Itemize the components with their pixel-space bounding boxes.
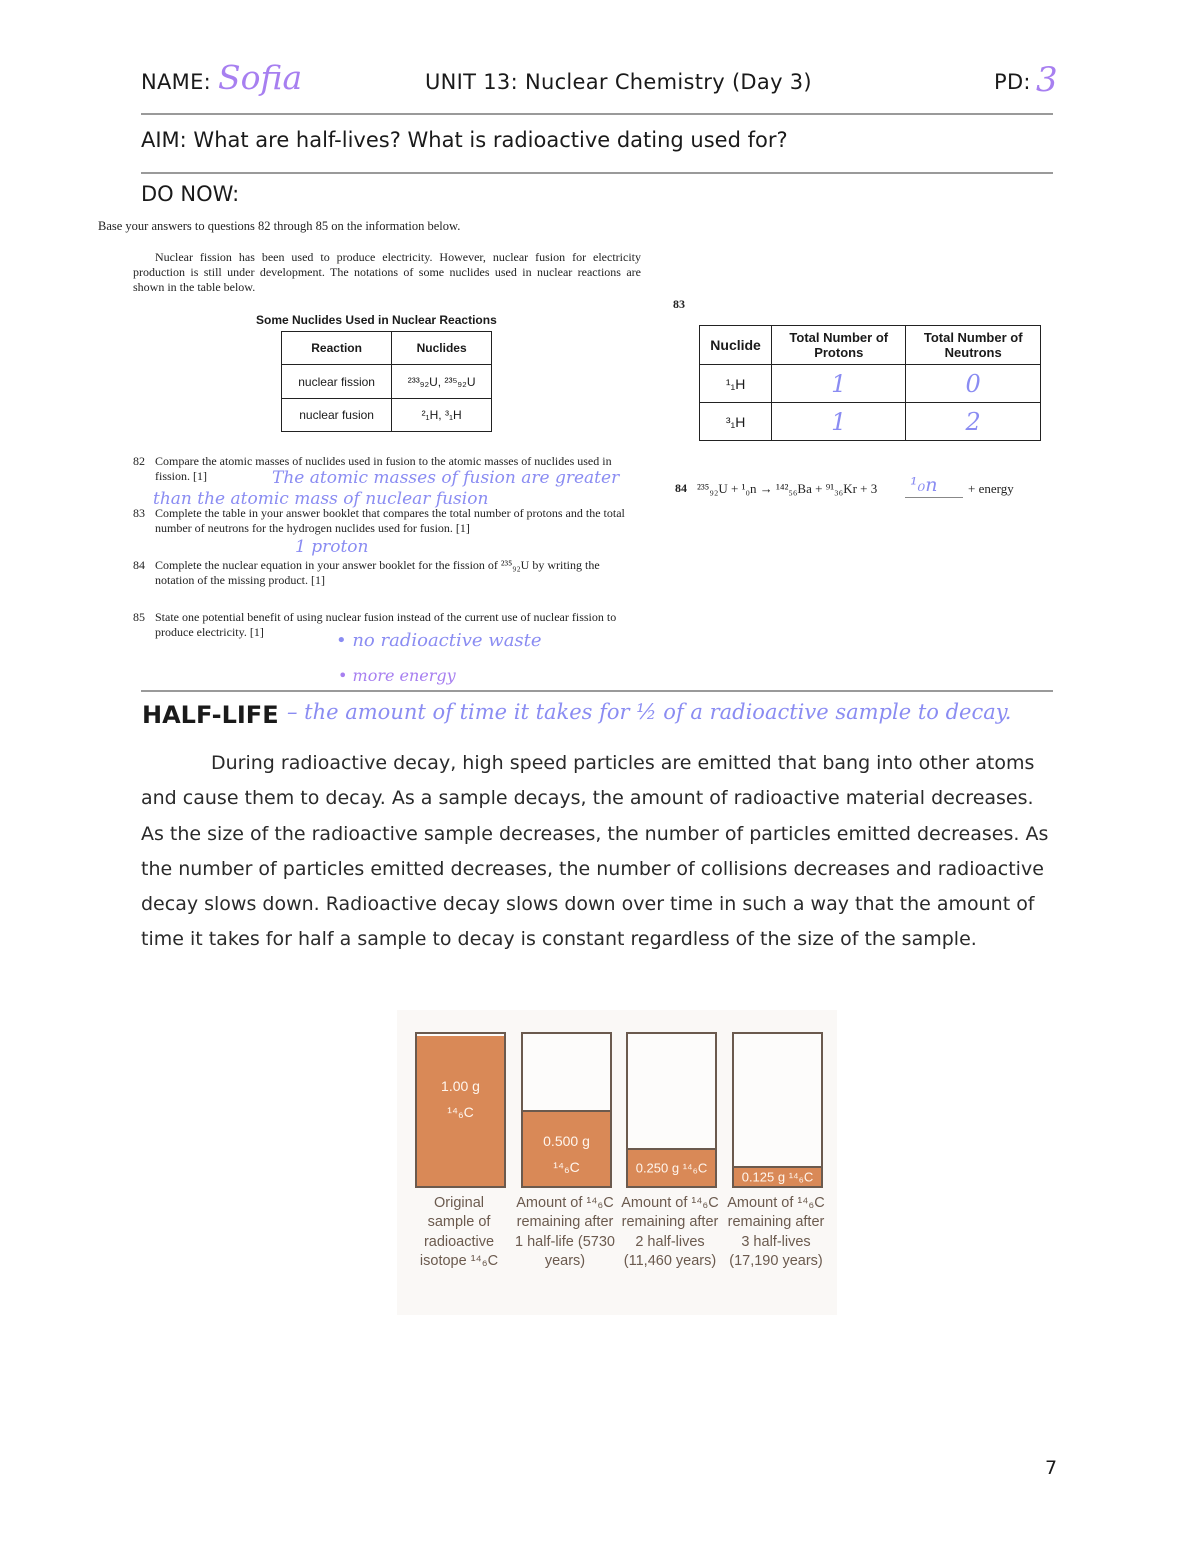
q82-answer-line1: The atomic masses of fusion are greater (272, 468, 620, 488)
q85-answer-line1: • no radioactive waste (336, 630, 542, 651)
q82-number: 82 (133, 454, 145, 468)
do-now-paragraph: Nuclear fission has been used to produce electricity. However, nuclear fusion for electricity production is still under development. The notations of some nuclides used in nuclear reactions are shown in the table below. (133, 250, 641, 294)
sample-jar (626, 1032, 717, 1188)
sample-jar (521, 1032, 612, 1188)
sample-caption: Original sample of radioactive isotope ¹⁴₆C (419, 1195, 499, 1269)
sample-caption: Amount of ¹⁴₆C remaining after 3 half-lives (17,190 years) (727, 1195, 825, 1269)
do-now-intro: Base your answers to questions 82 through 85 on the information below. (98, 219, 461, 233)
answer-table-label: 83 (673, 297, 685, 311)
answer-table (699, 325, 1041, 441)
equation-rhs: + energy (968, 481, 1014, 496)
q82-text: Compare the atomic masses of nuclides used in fusion to the atomic masses of nuclides used in fission. [1] (155, 454, 612, 483)
answer-table-header-neutrons: Total Number of Neutrons (906, 326, 1041, 365)
q85-number: 85 (133, 610, 145, 624)
half-life-figure (397, 1010, 837, 1315)
sample-caption: Amount of ¹⁴₆C remaining after 2 half-lives (11,460 years) (621, 1195, 719, 1269)
unit-title: UNIT 13: Nuclear Chemistry (Day 3) (425, 70, 812, 94)
nuclide-table-title: Some Nuclides Used in Nuclear Reactions (256, 313, 497, 327)
nuclide-table (281, 331, 492, 432)
sample-fill (417, 1036, 504, 1186)
name-value: Sofia (218, 58, 303, 97)
q84-number: 84 (133, 558, 145, 572)
header-divider (141, 113, 1053, 115)
nuclide-table-cell: ²₁H, ³₁H (392, 399, 492, 432)
equation-answer: ¹₀n (910, 474, 938, 496)
half-life-heading: HALF-LIFE (142, 701, 279, 729)
pd-label: PD: (994, 70, 1031, 94)
q85-answer-line2: • more energy (338, 666, 456, 685)
answer-table-cell: 0 (906, 365, 1041, 403)
answer-table-cell: 2 (906, 403, 1041, 441)
sample-mass-label: 0.125 g ¹⁴₆C (741, 1169, 814, 1185)
answer-table-cell: 1 (772, 365, 906, 403)
q84-text: Complete the nuclear equation in your answer booklet for the fission of ²³⁵₉₂U by writing the notation of the missing product. [1] (155, 558, 600, 587)
sample-fill (734, 1166, 821, 1186)
answer-table-header-protons: Total Number of Protons (772, 326, 906, 365)
page-number: 7 (1045, 1457, 1058, 1479)
q83-answer: 1 proton (295, 537, 369, 557)
sample-fill (523, 1110, 610, 1186)
nuclide-table-header-reaction: Reaction (282, 332, 392, 365)
equation-label: 84 (675, 481, 687, 495)
answer-table-header-nuclide: Nuclide (700, 326, 772, 365)
do-now-divider (141, 690, 1053, 692)
half-life-definition: – the amount of time it takes for ½ of a radioactive sample to decay. (287, 700, 1012, 724)
nuclide-table-cell: nuclear fission (282, 365, 392, 399)
half-life-body: During radioactive decay, high speed particles are emitted that bang into other atoms and cause them to decay. As a sample decays, the amount of radioactive material decreases. As the size of the radioactive sample decreases, the number of particles emitted decreases. As the number of particles emitted decreases, the number of collisions decreases and radioactive decay slows down. Radioactive decay slows down over time in such a way that the amount of time it takes for half a sample to decay is constant regardless of the size of the sample. (141, 752, 1049, 951)
q85-text: State one potential benefit of using nuclear fusion instead of the current use of nuclear fission to produce electricity. [1] (155, 610, 617, 639)
answer-table-cell: ¹₁H (700, 365, 772, 403)
nuclide-table-header-nuclides: Nuclides (392, 332, 492, 365)
sample-caption: Amount of ¹⁴₆C remaining after 1 half-life (5730 years) (515, 1195, 615, 1269)
name-label: NAME: (141, 70, 212, 94)
q83-number: 83 (133, 506, 145, 520)
equation-lhs: ²³⁵₉₂U + ¹₀n → ¹⁴²₅₆Ba + ⁹¹₃₆Kr + 3 (697, 481, 878, 496)
q83-text: Complete the table in your answer booklet that compares the total number of protons and the total number of neutrons for the hydrogen nuclides used for fusion. [1] (155, 506, 625, 535)
do-now-heading: DO NOW: (141, 182, 240, 206)
sample-jar (732, 1032, 823, 1188)
sample-mass-label: 0.250 g ¹⁴₆C (635, 1160, 708, 1176)
equation-answer-line (905, 497, 963, 498)
sample-fill (628, 1148, 715, 1186)
nuclide-table-cell: ²³³₉₂U, ²³⁵₉₂U (392, 365, 492, 399)
q82-answer-line2: than the atomic mass of nuclear fusion (153, 489, 489, 509)
answer-table-cell: 1 (772, 403, 906, 441)
answer-table-cell: ³₁H (700, 403, 772, 441)
pd-value: 3 (1036, 60, 1058, 100)
aim-divider (141, 172, 1053, 174)
nuclide-table-cell: nuclear fusion (282, 399, 392, 432)
sample-mass-label: 0.500 g ¹⁴₆C (543, 1132, 590, 1175)
sample-mass-label: 1.00 g ¹⁴₆C (441, 1078, 480, 1120)
aim-text: AIM: What are half-lives? What is radioactive dating used for? (141, 128, 788, 152)
sample-jar (415, 1032, 506, 1188)
